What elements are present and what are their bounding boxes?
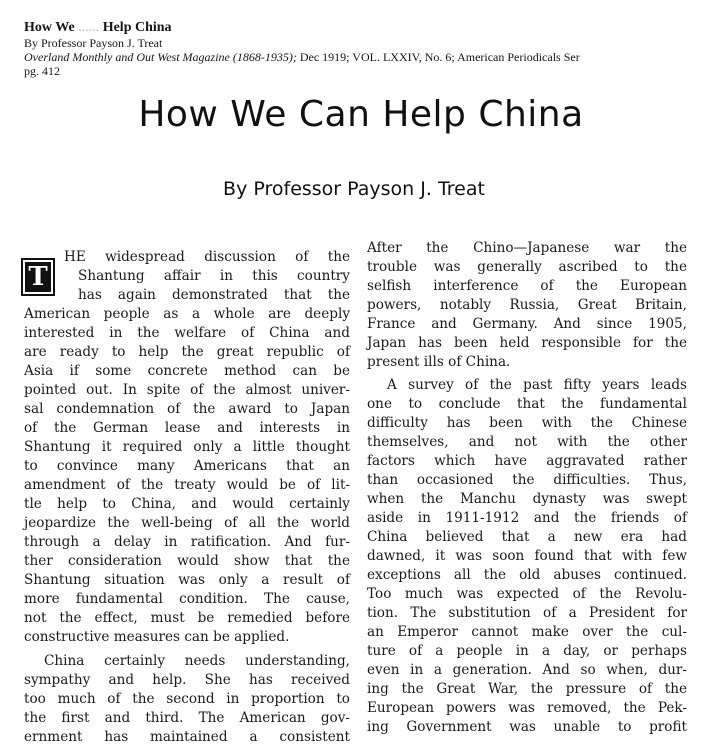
citation-source-detail: Dec 1919; VOL. LXXIV, No. 6; American Periodicals Ser	[296, 50, 580, 64]
text-line: China believed that a new era had	[367, 529, 687, 545]
text-line: China certainly needs understanding,	[44, 653, 350, 669]
text-line: American people as a whole are deeply	[24, 306, 350, 322]
text-line: of the German lease and interests in	[24, 420, 350, 436]
text-line: factors which have aggravated rather	[367, 453, 687, 469]
text-line: pointed out. In spite of the almost univer-	[24, 382, 350, 398]
citation-title-start: How We	[24, 20, 75, 35]
text-line: not the effect, must be remedied before	[24, 610, 350, 626]
text-line: Asia if some concrete method can be	[24, 363, 350, 379]
text-line: HE widespread discussion of the	[64, 249, 350, 265]
text-line: when the Manchu dynasty was swept	[367, 491, 687, 507]
text-line: Too much was expected of the Revolu-	[367, 586, 687, 602]
text-line: to convince many Americans that an	[24, 458, 350, 474]
text-line: tion. The substitution of a President for	[367, 605, 687, 621]
citation-source-name: Overland Monthly and Out West Magazine (1868-1935);	[24, 50, 297, 64]
text-line: difficulty has been with the Chinese	[367, 415, 687, 431]
text-line: constructive measures can be applied.	[24, 629, 290, 645]
text-line: themselves, and not with the other	[367, 434, 687, 450]
article-title: How We Can Help China	[138, 94, 584, 135]
text-line: interested in the welfare of China and	[24, 325, 350, 341]
text-line: ing Government was unable to profit	[367, 719, 687, 735]
text-line: aside in 1911-1912 and the friends of	[367, 510, 687, 526]
text-line: European powers was removed, the Pek-	[367, 700, 687, 716]
citation-title	[24, 20, 714, 36]
text-line: ernment has maintained a consistent	[24, 729, 350, 745]
text-line: present ills of China.	[367, 354, 511, 370]
text-line: sal condemnation of the award to Japan	[24, 401, 350, 417]
citation-title-end: Help China	[102, 20, 172, 35]
text-line: one to conclude that the fundamental	[367, 396, 687, 412]
text-line: exceptions all the old abuses continued.	[367, 567, 687, 583]
citation-header	[24, 20, 714, 78]
text-line: trouble was generally ascribed to the	[367, 259, 687, 275]
text-line: amendment of the treaty would be of lit-	[24, 477, 350, 493]
text-line: than occasioned the difficulties. Thus,	[367, 472, 687, 488]
text-line: even in a generation. And so when, dur-	[367, 662, 687, 678]
text-line: has again demonstrated that the	[78, 287, 350, 303]
text-line: more fundamental condition. The cause,	[24, 591, 350, 607]
text-line: tle help to China, and would certainly	[24, 496, 350, 512]
citation-author: By Professor Payson J. Treat	[24, 36, 163, 50]
text-line: selfish interference of the European	[367, 278, 687, 294]
text-line: too much of the second in proportion to	[24, 691, 350, 707]
text-line: sympathy and help. She has received	[24, 672, 350, 688]
text-line: France and Germany. And since 1905,	[367, 316, 687, 332]
citation-title-obscured: ......	[78, 20, 100, 35]
text-line: After the Chino—Japanese war the	[367, 240, 687, 256]
text-line: through a delay in ratification. And fur-	[24, 534, 350, 550]
text-line: ing the Great War, the pressure of the	[367, 681, 687, 697]
text-line: Japan has been held responsible for the	[367, 335, 687, 351]
drop-cap-letter: T	[25, 262, 51, 292]
text-line: ture of a people in a day, or perhaps	[367, 643, 687, 659]
article-column-right	[367, 239, 687, 737]
article-column-left	[24, 248, 350, 747]
drop-cap	[21, 258, 55, 296]
text-line: Shantung it required only a little thought	[24, 439, 350, 455]
text-line: ther consideration would show that the	[24, 553, 350, 569]
citation-page: pg. 412	[24, 64, 60, 78]
text-line: an Emperor cannot make over the cul-	[367, 624, 687, 640]
text-line: jeopardize the well-being of all the world	[24, 515, 350, 531]
text-line: A survey of the past fifty years leads	[387, 377, 687, 393]
text-line: the first and third. The American gov-	[24, 710, 350, 726]
text-line: dawned, it was soon found that with few	[367, 548, 687, 564]
text-line: Shantung situation was only a result of	[24, 572, 350, 588]
citation-source	[24, 50, 714, 64]
text-line: are ready to help the great republic of	[24, 344, 350, 360]
text-line: powers, notably Russia, Great Britain,	[367, 297, 687, 313]
text-line: Shantung affair in this country	[78, 268, 350, 284]
article-byline: By Professor Payson J. Treat	[223, 178, 485, 200]
